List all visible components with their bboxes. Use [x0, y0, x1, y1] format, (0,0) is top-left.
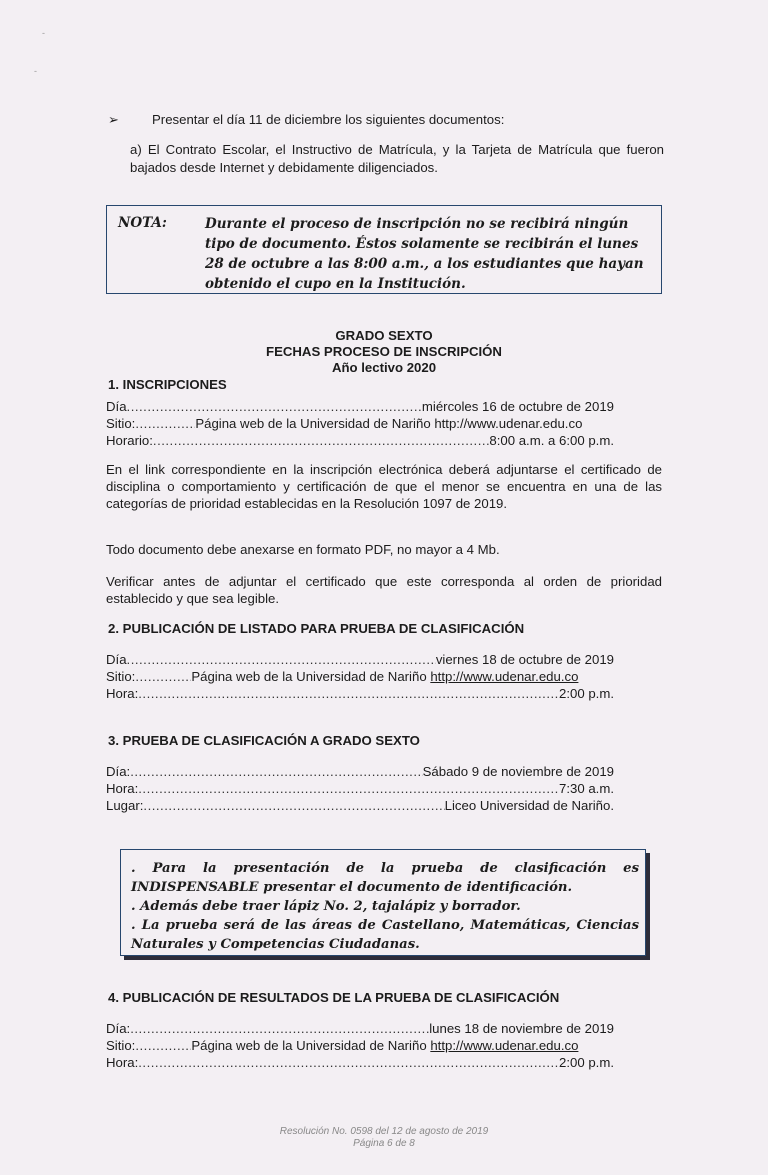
- row-value: lunes 18 de noviembre de 2019: [429, 1021, 614, 1036]
- section2-row-dia: [106, 651, 614, 668]
- section1-para-certificado: En el link correspondiente en la inscripción electrónica deberá adjuntarse el certificado de disciplina o comportamiento y certificación de que el menor se encuentra en una de las categorías de prioridad establecidas en la Resolución 1097 de 2019.: [106, 462, 662, 511]
- section1-row-dia: [106, 398, 614, 415]
- bullet-arrow-icon: ➢: [108, 112, 120, 127]
- footer-resolucion: Resolución No. 0598 del 12 de agosto de 2019: [279, 1126, 489, 1137]
- heading-fechas: FECHAS PROCESO DE INSCRIPCIÓN: [266, 344, 502, 359]
- row-label: Hora:: [106, 686, 139, 701]
- row-label: Día: [106, 652, 127, 667]
- section2-title: 2. PUBLICACIÓN DE LISTADO PARA PRUEBA DE CLASIFICACIÓN: [108, 621, 525, 636]
- section4-title: 4. PUBLICACIÓN DE RESULTADOS DE LA PRUEBA DE CLASIFICACIÓN: [108, 990, 560, 1005]
- intro-item-a: a) El Contrato Escolar, el Instructivo de Matrícula, y la Tarjeta de Matrícula que fueron bajados desde Internet y debidamente diligenciados.: [130, 142, 664, 175]
- section4-row-hora: [106, 1054, 614, 1071]
- section4-row-dia: [106, 1020, 614, 1037]
- nota-text: Durante el proceso de inscripción no se recibirá ningún tipo de documento. Éstos solamente se recibirán el lunes 28 de octubre a las 8:00 a.m., a los estudiantes que hayan obtenido el cupo en la Institución.: [205, 216, 644, 292]
- section1-row-sitio: [106, 415, 614, 432]
- row-label: Día: [106, 399, 127, 414]
- row-label: Hora:: [106, 1055, 139, 1070]
- section1-para-verificar: Verificar antes de adjuntar el certificado que este corresponda al orden de prioridad establecido y que sea legible.: [106, 574, 662, 606]
- row-label: Día:: [106, 764, 131, 779]
- row-value: Página web de la Universidad de Nariño http://www.udenar.edu.co: [195, 416, 583, 431]
- section3-row-hora: [106, 780, 614, 797]
- indispensable-line-lapiz: . Además debe traer lápiz No. 2, tajalápiz y borrador.: [131, 899, 521, 914]
- section2-row-hora: [106, 685, 614, 702]
- section3-title: 3. PRUEBA DE CLASIFICACIÓN A GRADO SEXTO: [108, 733, 420, 748]
- udenar-link[interactable]: http://www.udenar.edu.co: [430, 1038, 579, 1053]
- row-value: 7:30 a.m.: [559, 781, 614, 796]
- row-label: Sitio:: [106, 1038, 136, 1053]
- row-value: miércoles 16 de octubre de 2019: [421, 399, 614, 414]
- heading-grado: GRADO SEXTO: [335, 328, 433, 343]
- row-label: Sitio:: [106, 416, 136, 431]
- section2-row-sitio: [106, 668, 614, 685]
- row-value: 2:00 p.m.: [559, 686, 614, 701]
- section3-row-dia: [106, 763, 614, 780]
- scan-mark: -: [42, 28, 45, 38]
- row-label: Día:: [106, 1021, 131, 1036]
- row-label: Sitio:: [106, 669, 136, 684]
- section1-title: 1. INSCRIPCIONES: [108, 377, 227, 392]
- intro-line: Presentar el día 11 de diciembre los siguientes documentos:: [152, 112, 505, 127]
- section1-para-formato: Todo documento debe anexarse en formato PDF, no mayor a 4 Mb.: [106, 542, 500, 557]
- row-value: 2:00 p.m.: [559, 1055, 614, 1070]
- section1-row-horario: [106, 432, 614, 449]
- row-label: Hora:: [106, 781, 139, 796]
- row-value: Página web de la Universidad de Nariño: [191, 1038, 431, 1053]
- row-value: viernes 18 de octubre de 2019: [435, 652, 614, 667]
- row-value: Página web de la Universidad de Nariño: [191, 669, 431, 684]
- row-label: Horario:: [106, 433, 153, 448]
- scan-mark: -: [34, 66, 37, 76]
- row-value: Sábado 9 de noviembre de 2019: [422, 764, 614, 779]
- row-value: Liceo Universidad de Nariño.: [444, 798, 614, 813]
- footer-pagina: Página 6 de 8: [353, 1138, 415, 1149]
- section4-row-sitio: [106, 1037, 614, 1054]
- section3-row-lugar: [106, 797, 614, 814]
- nota-label: NOTA:: [118, 215, 167, 231]
- indispensable-line-areas: . La prueba será de las áreas de Castellano, Matemáticas, Ciencias Naturales y Competencias Ciudadanas.: [131, 918, 639, 952]
- udenar-link[interactable]: http://www.udenar.edu.co: [430, 669, 579, 684]
- row-label: Lugar:: [106, 798, 144, 813]
- indispensable-line-id: . Para la presentación de la prueba de clasificación es INDISPENSABLE presentar el documento de identificación.: [131, 861, 639, 895]
- row-value: 8:00 a.m. a 6:00 p.m.: [489, 433, 614, 448]
- heading-ano: Año lectivo 2020: [331, 360, 437, 375]
- indispensable-text: [131, 859, 639, 954]
